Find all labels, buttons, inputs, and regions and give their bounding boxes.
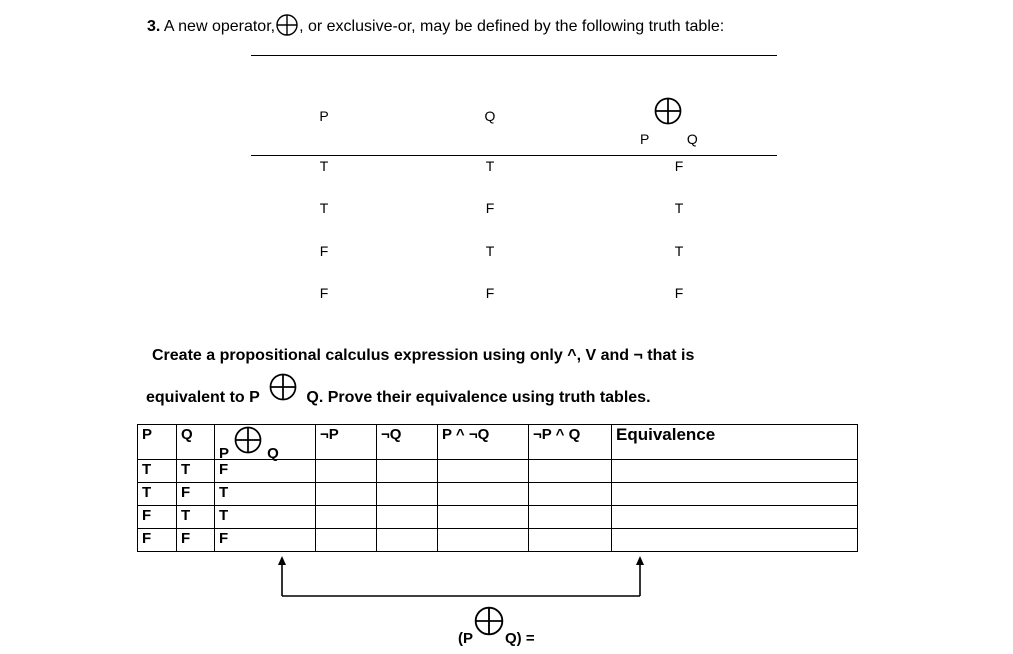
work-cell: T (215, 506, 316, 529)
circled-plus-icon (268, 372, 298, 402)
work-cell-blank[interactable] (316, 529, 377, 552)
work-table-header-row (138, 425, 858, 460)
truth-cell: T (674, 243, 684, 259)
work-cell-blank[interactable] (529, 506, 612, 529)
work-cell-blank[interactable] (438, 529, 529, 552)
work-table (137, 424, 858, 552)
work-cell-blank[interactable] (529, 529, 612, 552)
work-cell-blank[interactable] (377, 483, 438, 506)
work-header-p-and-not-q: P ^ ¬Q (438, 425, 529, 460)
work-cell-blank[interactable] (316, 460, 377, 483)
work-cell-blank[interactable] (612, 483, 858, 506)
prompt-line-2-before: equivalent to P (146, 389, 260, 406)
truth-cell: F (674, 158, 684, 174)
work-header-not-p: ¬P (316, 425, 377, 460)
work-cell-blank[interactable] (612, 460, 858, 483)
truth-table-header-rule (251, 155, 777, 156)
truth-cell: F (485, 285, 495, 301)
work-header-not-q: ¬Q (377, 425, 438, 460)
question-heading (147, 13, 724, 37)
circled-plus-icon (233, 425, 263, 455)
truth-cell: T (485, 158, 495, 174)
prompt-line-2-after: Q. Prove their equivalence using truth tables. (306, 389, 651, 406)
work-header-xor-q: Q (267, 445, 279, 462)
question-text-after: , or exclusive-or, may be defined by the following truth table: (299, 18, 725, 35)
table-row (138, 483, 858, 506)
question-text-before: A new operator, (163, 18, 276, 35)
truth-header-xor-p: P (640, 131, 650, 147)
work-cell-blank[interactable] (612, 506, 858, 529)
work-cell-blank[interactable] (529, 483, 612, 506)
table-row (138, 529, 858, 552)
work-header-xor (215, 425, 316, 460)
circled-plus-icon (653, 96, 683, 126)
prompt-line-1: Create a propositional calculus expression using only ^, V and ¬ that is (152, 347, 695, 364)
work-cell-blank[interactable] (316, 483, 377, 506)
table-row (138, 506, 858, 529)
work-cell: F (215, 460, 316, 483)
work-cell: T (138, 460, 177, 483)
work-cell: F (138, 529, 177, 552)
work-cell-blank[interactable] (377, 460, 438, 483)
work-header-q: Q (177, 425, 215, 460)
truth-cell: T (319, 200, 329, 216)
work-cell: T (177, 506, 215, 529)
work-cell-blank[interactable] (377, 506, 438, 529)
truth-cell: F (674, 285, 684, 301)
work-cell-blank[interactable] (438, 506, 529, 529)
table-row (138, 460, 858, 483)
truth-cell: T (674, 200, 684, 216)
work-header-xor-p: P (219, 445, 229, 462)
truth-header-p: P (319, 108, 329, 124)
question-number: 3. (147, 18, 161, 35)
truth-header-xor-q: Q (686, 131, 698, 147)
truth-header-q: Q (484, 108, 496, 124)
final-expression-before: (P (458, 630, 473, 647)
work-cell-blank[interactable] (377, 529, 438, 552)
truth-header-xor (640, 96, 698, 147)
work-cell: F (215, 529, 316, 552)
work-cell-blank[interactable] (612, 529, 858, 552)
truth-table-top-rule (251, 55, 777, 56)
final-expression (458, 605, 535, 647)
work-cell: T (138, 483, 177, 506)
final-expression-after: Q) = (505, 630, 535, 647)
circled-plus-icon (473, 605, 505, 637)
connector-arrows (270, 556, 655, 598)
work-cell: F (177, 529, 215, 552)
work-cell: F (138, 506, 177, 529)
truth-cell: T (485, 243, 495, 259)
truth-cell: F (319, 285, 329, 301)
work-cell: T (177, 460, 215, 483)
truth-cell: F (485, 200, 495, 216)
work-header-equivalence: Equivalence (612, 425, 858, 460)
work-cell-blank[interactable] (438, 460, 529, 483)
work-cell-blank[interactable] (529, 460, 612, 483)
work-cell: F (177, 483, 215, 506)
work-cell-blank[interactable] (438, 483, 529, 506)
work-header-not-p-and-q: ¬P ^ Q (529, 425, 612, 460)
truth-cell: T (319, 158, 329, 174)
work-cell-blank[interactable] (316, 506, 377, 529)
circled-plus-icon (275, 13, 299, 37)
work-header-p: P (138, 425, 177, 460)
prompt-line-2 (146, 372, 651, 407)
truth-cell: F (319, 243, 329, 259)
work-cell: T (215, 483, 316, 506)
